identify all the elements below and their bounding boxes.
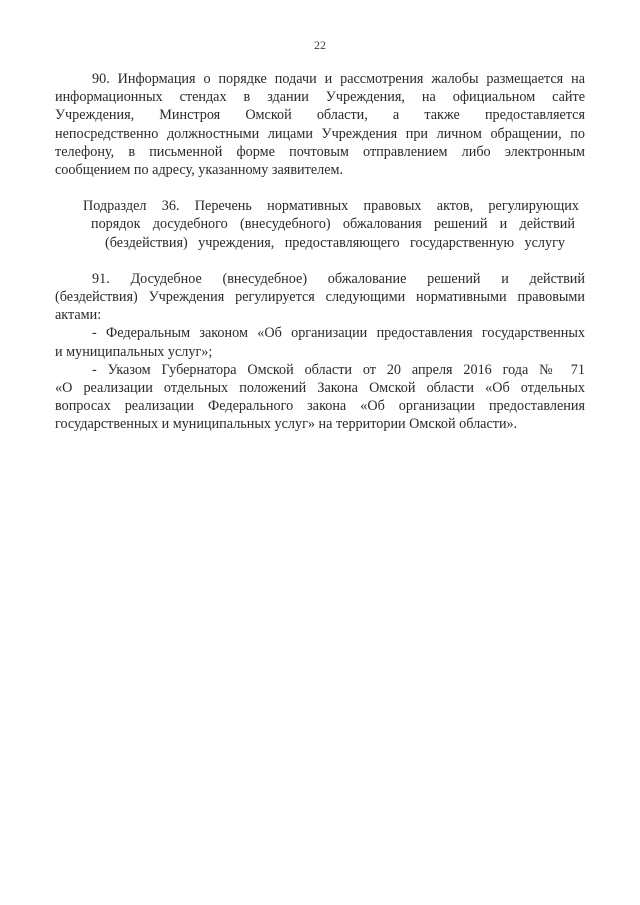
paragraph-line: 91. Досудебное (внесудебное) обжалование решений и действий [92, 270, 585, 287]
paragraph-90 [55, 70, 585, 179]
list-item-federal-law [55, 324, 585, 360]
paragraph-91 [55, 270, 585, 325]
heading-line: порядок досудебного (внесудебного) обжалования решений и действий [91, 216, 575, 233]
heading-line: Подраздел 36. Перечень нормативных правовых актов, регулирующих [83, 198, 579, 215]
paragraph-line: сообщением по адресу, указанному заявителем. [55, 162, 344, 179]
paragraph-line: (бездействия) Учреждения регулируется следующими нормативными правовыми [55, 289, 585, 306]
paragraph-line: информационных стендах в здании Учреждения, на официальном сайте [55, 89, 585, 106]
paragraph-line: Учреждения, Минстроя Омской области, а также предоставляется [55, 107, 585, 124]
paragraph-line: - Указом Губернатора Омской области от 20 апреля 2016 года № 71 [92, 361, 585, 378]
paragraph-line: и муниципальных услуг»; [55, 343, 213, 360]
list-item-governor-decree [55, 361, 585, 434]
paragraph-line: 90. Информация о порядке подачи и рассмотрения жалобы размещается на [92, 71, 585, 87]
paragraph-line: вопросах реализации Федерального закона «Об организации предоставления [55, 398, 585, 415]
paragraph-line: государственных и муниципальных услуг» на территории Омской области». [55, 416, 518, 433]
page-number: 22 [314, 38, 326, 52]
document-body [55, 70, 585, 434]
paragraph-line: «О реализации отдельных положений Закона Омской области «Об отдельных [55, 380, 585, 397]
paragraph-line: непосредственно должностными лицами Учреждения при личном обращении, по [55, 125, 585, 142]
heading-line: (бездействия) учреждения, предоставляющего государственную услугу [105, 234, 565, 251]
subsection-36-heading [55, 197, 585, 252]
paragraph-line: актами: [55, 307, 102, 324]
paragraph-line: - Федеральным законом «Об организации предоставления государственных [92, 325, 585, 342]
paragraph-line: телефону, в письменной форме почтовым отправлением либо электронным [55, 143, 585, 160]
